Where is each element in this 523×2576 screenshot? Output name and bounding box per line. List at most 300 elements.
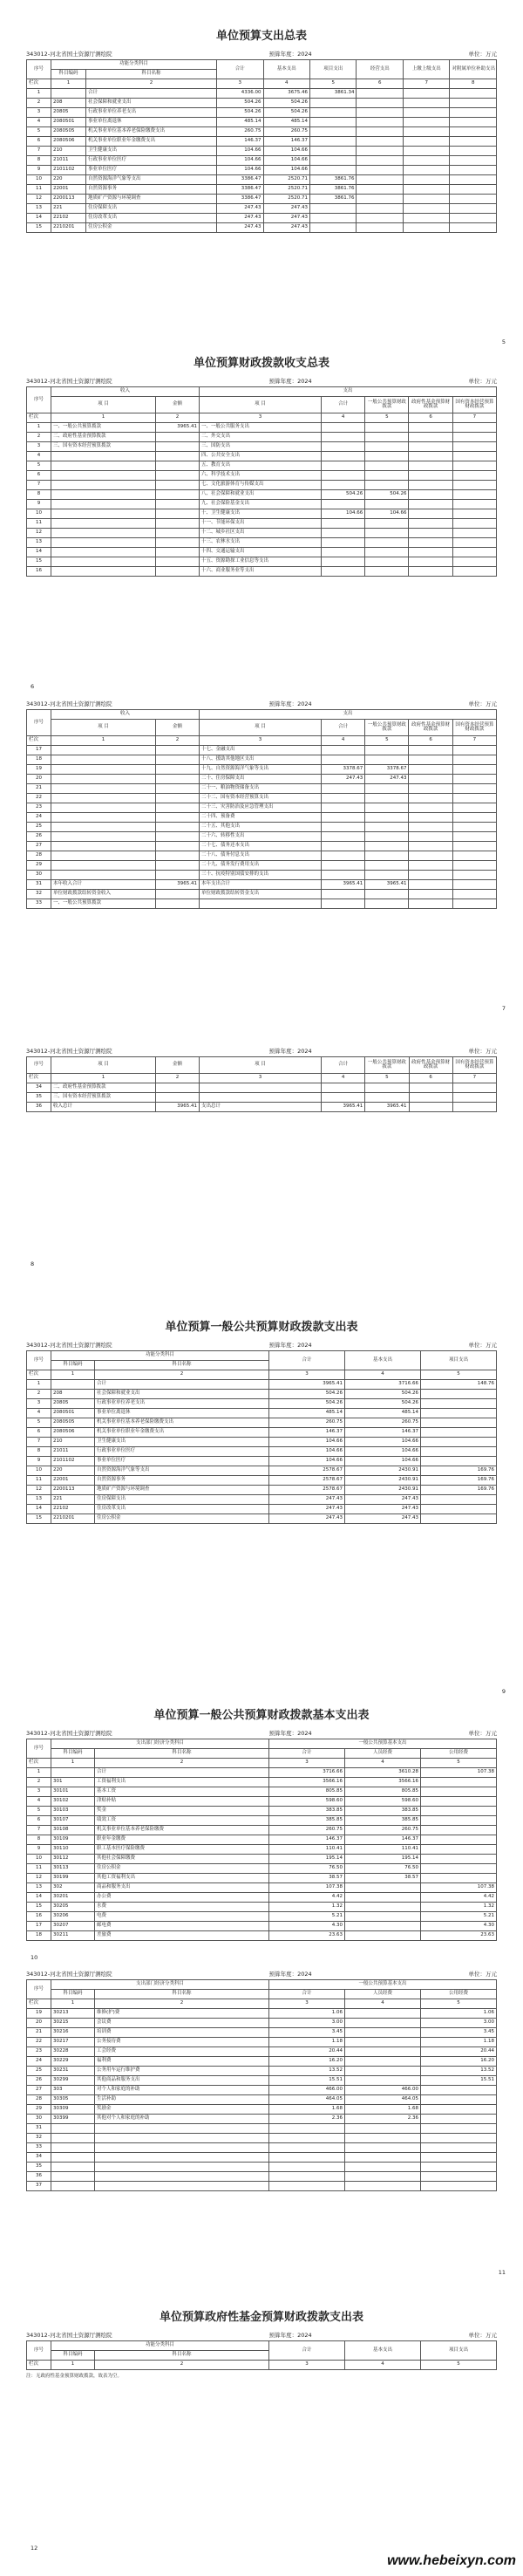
table-cell: [345, 1893, 421, 1903]
col-header: 金额: [156, 1057, 200, 1074]
table-cell: 培训费: [95, 2028, 269, 2038]
table-cell: 10: [27, 1466, 51, 1476]
table-cell: [322, 481, 365, 490]
table-cell: 自然资源事务: [86, 185, 217, 195]
table-cell: [420, 1457, 496, 1466]
table-cell: [420, 1438, 496, 1447]
table-row: [27, 1816, 497, 1826]
table-cell: [51, 832, 156, 842]
table-cell: 自然资源海洋气象等支出: [86, 175, 217, 185]
table-row: [27, 461, 497, 471]
table-cell: 3378.67: [365, 765, 409, 775]
table-cell: 221: [51, 204, 86, 214]
table-cell: 15: [27, 557, 51, 567]
table-cell: 220: [51, 175, 86, 185]
page-title: 单位预算一般公共预算财政拨款基本支出表: [153, 1709, 370, 1722]
table-cell: 30399: [51, 2115, 95, 2124]
page-fiscal-summary: [0, 353, 523, 690]
table-cell: [322, 538, 365, 548]
col-header: 项 目: [51, 720, 156, 736]
table-cell: 7: [452, 736, 496, 746]
table-row: [27, 1390, 497, 1399]
table-cell: [345, 1903, 421, 1912]
unit-name: 343012-河北省国土资源厅测绘院: [26, 1730, 112, 1737]
table-cell: 16.20: [269, 2057, 345, 2067]
table-cell: [409, 842, 452, 851]
col-header: 一般公共预算财政拨款: [365, 1057, 409, 1074]
table-cell: [156, 557, 200, 567]
unit-label: 单位：万元: [468, 1048, 497, 1055]
table-cell: 146.37: [269, 1428, 345, 1438]
table-cell: 247.43: [217, 214, 263, 223]
table-cell: 二十、住房保障支出: [200, 775, 322, 784]
table-cell: 32: [27, 2134, 51, 2143]
table-cell: 104.66: [263, 166, 309, 175]
table-cell: [156, 755, 200, 765]
table-cell: 3: [217, 79, 263, 89]
table-row: [27, 1903, 497, 1912]
table-cell: [409, 519, 452, 529]
table-cell: [200, 1093, 322, 1103]
table-cell: 30216: [51, 2028, 95, 2038]
table-row: [27, 1495, 497, 1505]
table-cell: 30112: [51, 1855, 95, 1864]
table-cell: [409, 746, 452, 755]
table-cell: 4.42: [420, 1893, 496, 1903]
table-cell: 23: [27, 803, 51, 813]
col-header: 项目支出: [420, 2341, 496, 2361]
group-header: 支出部门经济分类科目: [51, 1739, 269, 1749]
col-header: 金额: [156, 397, 200, 413]
table-cell: [452, 538, 496, 548]
index-row: [27, 2361, 497, 2370]
table-cell: 36: [27, 2172, 51, 2182]
table-cell: [322, 813, 365, 823]
table-cell: [357, 108, 403, 118]
table-cell: 805.85: [269, 1787, 345, 1797]
table-cell: 30305: [51, 2095, 95, 2105]
col-header: 国有资本经营预算财政拨款: [452, 720, 496, 736]
table-cell: 七、文化旅游体育与传媒支出: [200, 481, 322, 490]
col-header: 科目名称: [95, 1361, 269, 1370]
table-cell: [156, 890, 200, 899]
table-cell: 4.30: [269, 1922, 345, 1931]
page-number: 7: [501, 1005, 506, 1012]
table-cell: [322, 567, 365, 577]
table-cell: 十五、资源勘探工业信息等支出: [200, 557, 322, 567]
table-cell: 208: [51, 99, 86, 108]
table-cell: [403, 175, 449, 185]
table-cell: [365, 746, 409, 755]
page-title: 单位预算财政拨款收支总表: [193, 357, 329, 370]
table-cell: 2: [27, 433, 51, 442]
table-cell: [322, 1093, 365, 1103]
table-cell: [403, 204, 449, 214]
table-cell: [409, 823, 452, 832]
table-cell: 30231: [51, 2067, 95, 2076]
table-cell: [322, 746, 365, 755]
table-cell: 3965.41: [269, 1380, 345, 1390]
table-cell: 二、政府性基金预算拨款: [51, 433, 156, 442]
table-cell: [420, 1845, 496, 1855]
unit-name: 343012-河北省国土资源厅测绘院: [26, 1342, 112, 1349]
table-cell: [269, 2182, 345, 2191]
table-cell: 260.75: [269, 1418, 345, 1428]
table-cell: 247.43: [217, 204, 263, 214]
table-cell: 466.00: [269, 2086, 345, 2095]
table-meta: [0, 377, 523, 385]
table-row: [27, 2047, 497, 2057]
table-row: [27, 1807, 497, 1816]
table-cell: 12: [27, 1874, 51, 1883]
table-cell: [409, 851, 452, 861]
table-row: [27, 851, 497, 861]
table-cell: [156, 519, 200, 529]
table-cell: 8: [27, 490, 51, 500]
table-cell: 合计: [95, 1380, 269, 1390]
table-row: [27, 755, 497, 765]
table-cell: 4.30: [420, 1922, 496, 1931]
table-meta: [0, 700, 523, 707]
table-row: [27, 204, 497, 214]
table-cell: 12: [27, 529, 51, 538]
table-cell: [309, 166, 356, 175]
table-row: [27, 861, 497, 871]
table-cell: [365, 433, 409, 442]
table-cell: 单位财政拨款结转资金收入: [51, 890, 156, 899]
table-cell: 3965.41: [156, 1103, 200, 1112]
table-cell: [420, 1864, 496, 1874]
table-row: [27, 813, 497, 823]
table-cell: [156, 538, 200, 548]
table-cell: 260.75: [269, 1826, 345, 1835]
table-cell: [51, 2153, 95, 2163]
table-cell: 7: [27, 1438, 51, 1447]
table-cell: 36: [27, 1103, 51, 1112]
table-cell: 职工基本医疗保险缴费: [95, 1845, 269, 1855]
table-cell: 15.51: [269, 2076, 345, 2086]
table-cell: [156, 775, 200, 784]
col-header: 公用经费: [420, 1749, 496, 1759]
table-row: [27, 1835, 497, 1845]
table-row: [27, 1457, 497, 1466]
table-cell: 13: [27, 1883, 51, 1893]
table-cell: 三十、抗疫特别国债安排的支出: [200, 871, 322, 880]
table-cell: [345, 1883, 421, 1893]
table-cell: 1.06: [269, 2009, 345, 2019]
table-cell: 3: [269, 1999, 345, 2009]
table-cell: [156, 461, 200, 471]
table-cell: 1.06: [420, 2009, 496, 2019]
table-cell: [156, 784, 200, 794]
table-cell: 20.44: [420, 2047, 496, 2057]
table-cell: 485.14: [345, 1409, 421, 1418]
table-cell: 2210201: [51, 1514, 95, 1524]
table-cell: [51, 548, 156, 557]
table-body: [27, 1768, 497, 1941]
table-cell: [357, 166, 403, 175]
table-row: [27, 147, 497, 156]
table-cell: [452, 529, 496, 538]
table-cell: 3: [27, 442, 51, 452]
table-cell: 9: [27, 1845, 51, 1855]
table-row: [27, 746, 497, 755]
table-cell: 23.63: [420, 1931, 496, 1941]
table-cell: [51, 529, 156, 538]
table-cell: 栏次: [27, 1999, 51, 2009]
table-cell: 383.85: [269, 1807, 345, 1816]
table-row: [27, 899, 497, 909]
table-cell: [156, 794, 200, 803]
table-cell: [269, 2134, 345, 2143]
table-cell: [450, 99, 497, 108]
table-cell: [322, 461, 365, 471]
table-cell: 7: [27, 147, 51, 156]
table-row: [27, 118, 497, 127]
table-cell: [420, 1874, 496, 1883]
table-cell: [357, 99, 403, 108]
table-cell: 5: [27, 1418, 51, 1428]
table-cell: [156, 442, 200, 452]
table-cell: [409, 794, 452, 803]
table-cell: 8: [450, 79, 497, 89]
table-cell: 504.26: [322, 490, 365, 500]
table-cell: 28: [27, 2095, 51, 2105]
table-cell: [452, 765, 496, 775]
table-cell: 504.26: [217, 99, 263, 108]
table-cell: 2: [27, 1390, 51, 1399]
table-cell: 会议费: [95, 2019, 269, 2028]
table-cell: 机关事业单位基本养老保险缴费: [95, 1826, 269, 1835]
table-cell: 247.43: [345, 1495, 421, 1505]
table-cell: [51, 871, 156, 880]
col-header: 政府性基金预算财政拨款: [409, 1057, 452, 1074]
table-cell: 六、科学技术支出: [200, 471, 322, 481]
table-cell: [450, 118, 497, 127]
table-cell: 2430.91: [345, 1486, 421, 1495]
table-cell: 16: [27, 1912, 51, 1922]
table-cell: [357, 89, 403, 99]
table-cell: 住房保障支出: [95, 1495, 269, 1505]
table-cell: 1: [51, 413, 156, 423]
table-cell: [51, 823, 156, 832]
table-cell: 25: [27, 823, 51, 832]
table-cell: 30215: [51, 2019, 95, 2028]
table-cell: 107.38: [269, 1883, 345, 1893]
table-cell: [420, 2182, 496, 2191]
table-cell: [51, 861, 156, 871]
table-row: [27, 166, 497, 175]
table-cell: 2080505: [51, 127, 86, 137]
col-header: 合计: [269, 1749, 345, 1759]
table-cell: 栏次: [27, 1370, 51, 1380]
table-cell: 29: [27, 2105, 51, 2115]
table-cell: [409, 557, 452, 567]
table-cell: 30107: [51, 1816, 95, 1826]
table-cell: 110.41: [345, 1845, 421, 1855]
table-cell: 504.26: [269, 1399, 345, 1409]
table-cell: 2: [95, 1759, 269, 1768]
table-cell: 6: [409, 1074, 452, 1083]
table-cell: 504.26: [263, 108, 309, 118]
table-cell: [156, 500, 200, 509]
table-cell: 地质矿产资源与环境调查: [86, 195, 217, 204]
table-cell: [345, 2153, 421, 2163]
table-cell: [156, 548, 200, 557]
table-cell: [365, 538, 409, 548]
table-cell: [156, 899, 200, 909]
table-cell: [156, 746, 200, 755]
table-cell: 104.66: [322, 509, 365, 519]
table-cell: 30199: [51, 1874, 95, 1883]
table-cell: 3386.47: [217, 185, 263, 195]
table-cell: 3716.66: [345, 1380, 421, 1390]
table-cell: 1.68: [345, 2105, 421, 2115]
index-row: [27, 413, 497, 423]
table-cell: 三、国有资本经营预算拨款: [51, 1093, 156, 1103]
col-header: 政府性基金预算财政拨款: [409, 397, 452, 413]
table-cell: 16.20: [420, 2057, 496, 2067]
table-cell: 15.51: [420, 2076, 496, 2086]
unit-label: 单位：万元: [468, 700, 497, 707]
table-cell: 八、社会保障和就业支出: [200, 490, 322, 500]
table-cell: [420, 1816, 496, 1826]
table-cell: 2: [27, 1778, 51, 1787]
table-cell: [51, 2172, 95, 2182]
table-cell: 5: [420, 1759, 496, 1768]
table-cell: [409, 538, 452, 548]
table-cell: [322, 423, 365, 433]
table-cell: 3.45: [420, 2028, 496, 2038]
table-cell: 社会保障和就业支出: [95, 1390, 269, 1399]
table-cell: [452, 500, 496, 509]
table-cell: 11: [27, 1476, 51, 1486]
table-cell: 机关事业单位职业年金缴费支出: [86, 137, 217, 147]
table-cell: [357, 147, 403, 156]
table-row: [27, 185, 497, 195]
table-cell: 一、一般公共预算拨款: [51, 423, 156, 433]
table-row: [27, 1931, 497, 1941]
table-cell: 10: [27, 175, 51, 185]
table-cell: 4: [322, 413, 365, 423]
table-row: [27, 1787, 497, 1797]
col-header: 合计: [217, 60, 263, 79]
index-row: [27, 1370, 497, 1380]
table-cell: 30108: [51, 1826, 95, 1835]
table-cell: 5: [27, 1807, 51, 1816]
table-cell: 4: [27, 1409, 51, 1418]
page-fiscal-summary-cont: [0, 700, 523, 1012]
table-cell: [420, 2134, 496, 2143]
table-cell: 5: [365, 1074, 409, 1083]
table-cell: [420, 1855, 496, 1864]
table-cell: 3965.41: [365, 1103, 409, 1112]
table-cell: 30109: [51, 1835, 95, 1845]
table-row: [27, 452, 497, 461]
table-row: [27, 2115, 497, 2124]
col-header: 序号: [27, 60, 51, 79]
col-header: 科目编码: [51, 2351, 95, 2361]
table-cell: [420, 1787, 496, 1797]
table-cell: 4: [27, 452, 51, 461]
table-cell: [403, 223, 449, 233]
table-cell: 5: [365, 736, 409, 746]
col-header: 序号: [27, 1739, 51, 1759]
table-cell: 绩效工资: [95, 1816, 269, 1826]
table-cell: 电费: [95, 1912, 269, 1922]
table-cell: 385.85: [269, 1816, 345, 1826]
table-cell: [365, 557, 409, 567]
table-cell: [51, 2134, 95, 2143]
page-number: 12: [31, 2545, 38, 2552]
table-cell: 247.43: [322, 775, 365, 784]
group-header: 功能分类科目: [51, 60, 217, 70]
table-cell: [51, 851, 156, 861]
table-cell: [365, 851, 409, 861]
table-row: [27, 1893, 497, 1903]
table-row: [27, 775, 497, 784]
table-cell: 30228: [51, 2047, 95, 2057]
table-row: [27, 1768, 497, 1778]
table-cell: 504.26: [217, 108, 263, 118]
table-cell: [420, 2143, 496, 2153]
table-body: [27, 746, 497, 909]
gov-fund-expenditure-table: [26, 2340, 497, 2370]
table-cell: [51, 567, 156, 577]
col-header: 一般公共预算财政拨款: [365, 720, 409, 736]
table-cell: 2.36: [345, 2115, 421, 2124]
table-cell: [345, 2019, 421, 2028]
table-cell: [365, 529, 409, 538]
table-cell: [403, 156, 449, 166]
table-cell: 3610.28: [345, 1768, 421, 1778]
table-cell: 260.75: [345, 1826, 421, 1835]
table-cell: [409, 567, 452, 577]
table-cell: [357, 127, 403, 137]
table-row: [27, 2009, 497, 2019]
col-header: 合计: [322, 397, 365, 413]
col-header: 序号: [27, 1057, 51, 1074]
table-cell: [95, 2143, 269, 2153]
table-cell: 3: [200, 736, 322, 746]
table-cell: 26: [27, 2076, 51, 2086]
table-cell: [156, 529, 200, 538]
table-cell: [365, 1083, 409, 1093]
table-cell: [200, 1083, 322, 1093]
table-cell: 4: [263, 79, 309, 89]
table-cell: [322, 433, 365, 442]
table-cell: 7: [27, 1826, 51, 1835]
table-cell: [365, 871, 409, 880]
table-cell: 20: [27, 775, 51, 784]
table-cell: [409, 442, 452, 452]
table-cell: 4: [345, 1370, 421, 1380]
table-row: [27, 832, 497, 842]
table-cell: [450, 175, 497, 185]
table-cell: [357, 185, 403, 195]
table-cell: 13.52: [269, 2067, 345, 2076]
table-cell: 504.26: [269, 1390, 345, 1399]
table-row: [27, 2153, 497, 2163]
table-cell: 485.14: [263, 118, 309, 127]
table-cell: [156, 861, 200, 871]
table-cell: 1: [27, 89, 51, 99]
table-cell: [452, 442, 496, 452]
table-cell: 5: [365, 413, 409, 423]
col-header: 项 目: [200, 720, 322, 736]
unit-name: 343012-河北省国土资源厅测绘院: [26, 2332, 112, 2339]
table-cell: 30: [27, 871, 51, 880]
